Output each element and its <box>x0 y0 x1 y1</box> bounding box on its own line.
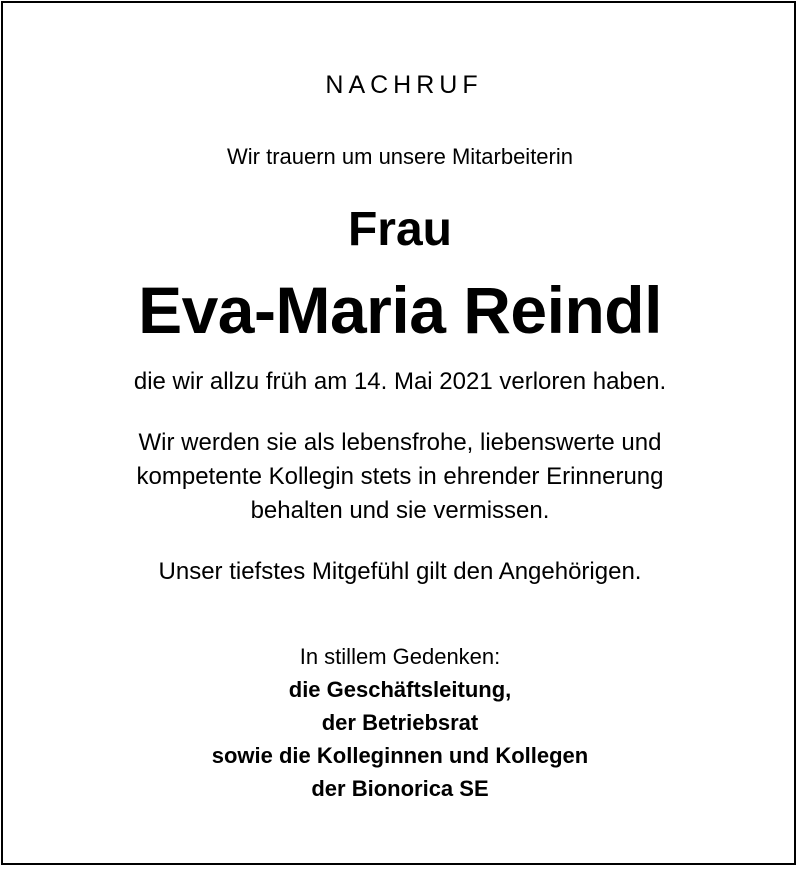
date-of-death-line: die wir allzu früh am 14. Mai 2021 verloren haben. <box>133 368 667 395</box>
honorific-title: Frau <box>347 203 452 256</box>
signer-line: sowie die Kolleginnen und Kollegen <box>211 743 589 768</box>
obituary-heading: NACHRUF <box>325 71 483 99</box>
memorial-phrase: In stillem Gedenken: <box>299 644 501 669</box>
tribute-line: kompetente Kollegin stets in ehrender Erinnerung <box>136 463 664 490</box>
signer-line: der Bionorica SE <box>311 776 489 801</box>
signer-line: der Betriebsrat <box>321 710 479 735</box>
signer-line: die Geschäftsleitung, <box>288 677 512 702</box>
condolence-text: Unser tiefstes Mitgefühl gilt den Angehörigen. <box>158 558 642 585</box>
tribute-line: Wir werden sie als lebensfrohe, liebenswerte und <box>138 429 662 456</box>
tribute-line: behalten und sie vermissen. <box>250 497 550 524</box>
deceased-name: Eva-Maria Reindl <box>138 273 662 347</box>
intro-text: Wir trauern um unsere Mitarbeiterin <box>226 144 573 169</box>
